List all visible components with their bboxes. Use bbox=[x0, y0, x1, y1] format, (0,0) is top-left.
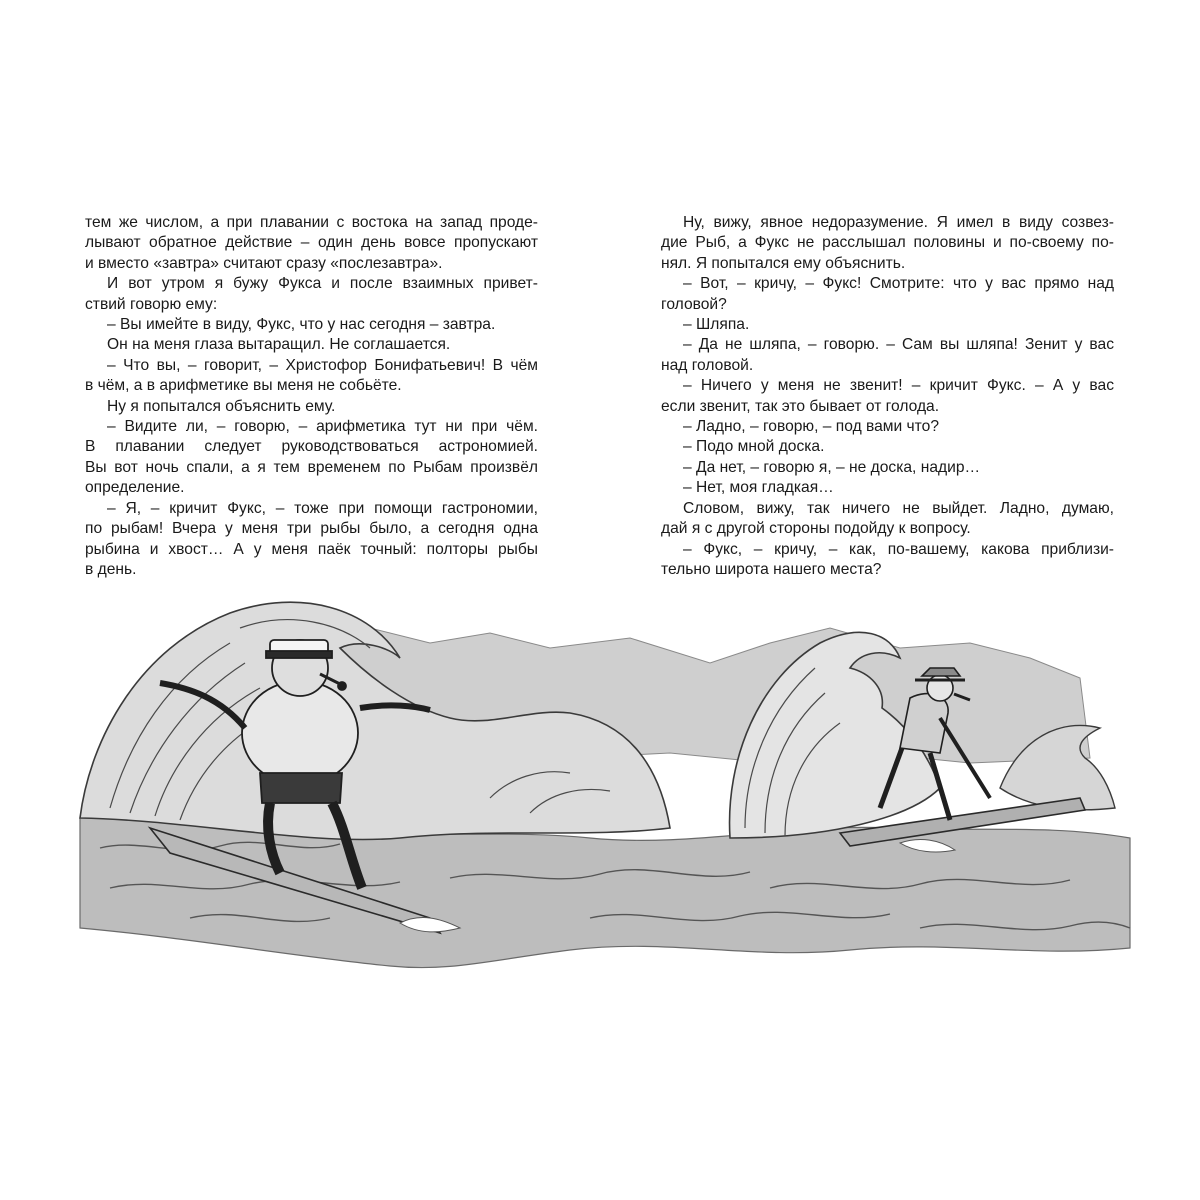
text-line: – Я, – кричит Фукс, – тоже при помощи гастрономии, bbox=[107, 499, 538, 517]
surfing-illustration bbox=[70, 588, 1150, 1058]
text-line: – Вот, – кричу, – Фукс! Смотрите: что у вас прямо над bbox=[683, 275, 1114, 293]
text-line: головой? bbox=[661, 295, 727, 313]
text-line: – Фукс, – кричу, – как, по-вашему, какова приблизи- bbox=[683, 540, 1114, 558]
text-line: – Подо мной доска. bbox=[683, 438, 825, 456]
text-line: дие Рыб, а Фукс не расслышал половины и по-своему по- bbox=[661, 234, 1114, 252]
text-line: дай я с другой стороны подойду к вопросу. bbox=[661, 520, 971, 538]
text-line: – Ничего у меня не звенит! – кричит Фукс. – А у вас bbox=[683, 377, 1114, 395]
text-line: ствий говорю ему: bbox=[85, 295, 218, 313]
text-line: в день. bbox=[85, 560, 137, 578]
text-line: – Что вы, – говорит, – Христофор Бонифатьевич! В чём bbox=[107, 356, 538, 374]
text-line: – Шляпа. bbox=[683, 316, 750, 334]
text-line: – Нет, моя гладкая… bbox=[683, 479, 834, 497]
text-line: тем же числом, а при плавании с востока на запад проде- bbox=[85, 214, 538, 231]
text-line: – Да нет, – говорю я, – не доска, надир… bbox=[683, 458, 981, 476]
text-line: Ну, вижу, явное недоразумение. Я имел в виду созвез- bbox=[683, 214, 1114, 231]
text-line: В плавании следует руководствоваться астрономией. bbox=[85, 438, 538, 456]
text-line: Он на меня глаза вытаращил. Не соглашается. bbox=[107, 336, 451, 354]
right-text-column bbox=[661, 213, 1114, 580]
text-line: рыбина и хвост… А у меня паёк точный: полторы рыбы bbox=[85, 540, 538, 558]
text-line: лывают обратное действие – один день вовсе пропускают bbox=[85, 234, 538, 252]
text-line: Ну я попытался объяснить ему. bbox=[107, 397, 336, 415]
text-line: Словом, вижу, так ничего не выйдет. Ладно, думаю, bbox=[683, 499, 1114, 517]
text-line: над головой. bbox=[661, 356, 754, 374]
left-wave bbox=[80, 602, 670, 839]
text-line: по рыбам! Вчера у меня три рыбы было, а сегодня одна bbox=[85, 520, 538, 538]
text-line: если звенит, так это бывает от голода. bbox=[661, 397, 940, 415]
left-text-column bbox=[85, 213, 538, 580]
text-line: – Ладно, – говорю, – под вами что? bbox=[683, 418, 939, 436]
text-line: Вы вот ночь спали, а я тем временем по Рыбам произвёл bbox=[85, 458, 538, 476]
text-line: и вместо «завтра» считают сразу «послезавтра». bbox=[85, 254, 443, 272]
text-line: – Вы имейте в виду, Фукс, что у нас сегодня – завтра. bbox=[107, 316, 496, 334]
text-line: – Видите ли, – говорю, – арифметика тут ни при чём. bbox=[107, 418, 538, 436]
text-line: в чём, а в арифметике вы меня не собьёте. bbox=[85, 377, 402, 395]
text-line: – Да не шляпа, – говорю. – Сам вы шляпа! Зенит у вас bbox=[683, 336, 1114, 354]
text-line: И вот утром я бужу Фукса и после взаимных привет- bbox=[107, 275, 538, 293]
text-line: нял. Я попытался ему объяснить. bbox=[661, 254, 906, 272]
text-line: тельно широта нашего места? bbox=[661, 560, 882, 578]
text-line: определение. bbox=[85, 479, 185, 497]
